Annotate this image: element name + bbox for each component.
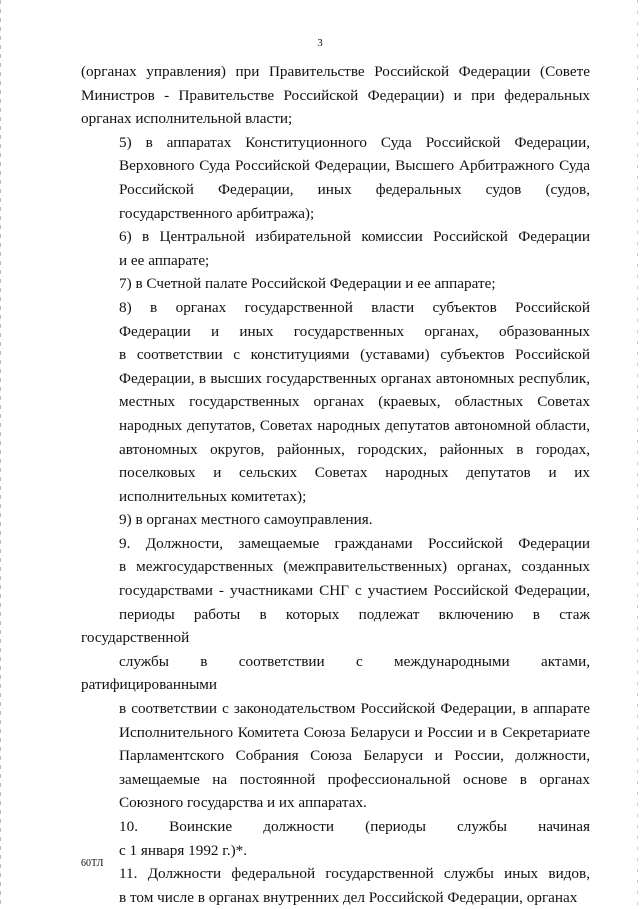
document-body [81, 60, 590, 909]
text-line: 5) в аппаратах Конституционного Суда Российской Федерации, [119, 133, 590, 151]
text-line: поселковых и сельских Советах народных депутатов и их [119, 464, 590, 482]
text-line: органах исполнительной власти; [81, 110, 293, 128]
text-line: Парламентского Собрания Союза Беларуси и России, должности, [119, 747, 590, 765]
text-line: Верховного Суда Российской Федерации, Высшего Арбитражного Суда [119, 157, 590, 175]
text-line: Федерации, в высших государственных органах автономных республик, [119, 369, 590, 387]
text-line: 6) в Центральной избирательной комиссии Российской Федерации [119, 228, 590, 246]
paragraph [81, 532, 590, 815]
text-line: государственного арбитража); [119, 204, 315, 222]
text-line: 7) в Счетной палате Российской Федерации и ее аппарате; [119, 275, 496, 293]
text-line: Российской Федерации, иных федеральных судов (судов, [119, 180, 590, 198]
paragraph [81, 296, 590, 508]
text-line: автономных округов, районных, городских, районных в городах, [119, 440, 590, 458]
paragraph [81, 225, 590, 272]
text-line: службы в соответствии с международными актами, ратифицированными [81, 652, 590, 694]
text-line: в том числе в органах внутренних дел Российской Федерации, органах [119, 888, 578, 906]
text-line: 9) в органах местного самоуправления. [119, 511, 373, 529]
text-line: замещаемые на постоянной профессиональной основе в органах [119, 770, 590, 788]
scan-left-edge [0, 0, 1, 905]
text-line: и ее аппарате; [119, 251, 210, 269]
text-line: в соответствии с законодательством Российской Федерации, в аппарате [119, 700, 590, 718]
text-line: в межгосударственных (межправительственных) органах, созданных [119, 558, 590, 576]
text-line: 10. Воинские должности (периоды службы начиная [119, 818, 590, 835]
paragraph [81, 131, 590, 225]
text-line: 8) в органах государственной власти субъектов Российской [119, 298, 590, 316]
text-line: Федерации и иных государственных органах, образованных [119, 322, 590, 340]
paragraph [81, 508, 590, 532]
paragraph [81, 815, 590, 862]
footer-code: 60ТЛ [81, 858, 104, 869]
text-line: периоды работы в которых подлежат включению в стаж государственной [81, 605, 590, 647]
text-line: Исполнительного Комитета Союза Беларуси и России и в Секретариате [119, 723, 590, 741]
scan-right-edge [637, 0, 638, 905]
text-line: в соответствии с конституциями (уставами) субъектов Российской [119, 346, 590, 364]
paragraph [81, 60, 590, 131]
text-line: местных государственных органах (краевых, областных Советах [119, 393, 590, 411]
text-line: Министров - Правительстве Российской Федерации) и при федеральных [81, 86, 590, 104]
text-line: государствами - участниками СНГ с участием Российской Федерации, [119, 582, 590, 600]
text-line: 11. Должности федеральной государственной службы иных видов, [119, 865, 590, 883]
text-line: (органах управления) при Правительстве Российской Федерации (Совете [81, 63, 590, 80]
text-line: с 1 января 1992 г.)*. [119, 841, 248, 859]
paragraph [81, 862, 590, 909]
text-line: народных депутатов, Советах народных депутатов автономной области, [119, 416, 590, 434]
text-line: 9. Должности, замещаемые гражданами Российской Федерации [119, 534, 590, 552]
text-line: Союзного государства и их аппаратах. [119, 794, 367, 812]
paragraph [81, 272, 590, 296]
page-number: 3 [317, 37, 323, 49]
text-line: исполнительных комитетах); [119, 487, 307, 505]
